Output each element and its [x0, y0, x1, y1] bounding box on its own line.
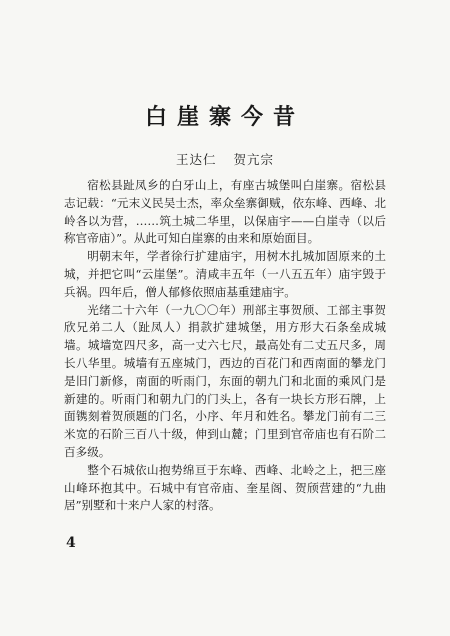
article-authors — [0, 150, 450, 168]
author-name: 王达仁 — [175, 152, 217, 167]
page-number: 4 — [66, 535, 76, 551]
article-title: 白崖寨今昔 — [144, 104, 305, 130]
author-name: 贺亢宗 — [233, 152, 274, 167]
article-paragraph: 宿松县趾凤乡的白牙山上，有座古城堡叫白崖寨。宿松县志记载：“元末义民吴士杰，率众垒寨御贼，依东峰、西峰、北岭各以为营，……筑土城二华里，以保庙宇——白崖寺（以后称官帝庙）”。从此可知白崖寨的由来和原始面目。 — [64, 178, 386, 246]
article-paragraph: 整个石城依山抱势绵亘于东峰、西峰、北岭之上，把三座山峰环抱其中。石城中有官帝庙、奎星阁、贺颀营建的“九曲居”别墅和十来户人家的村落。 — [64, 462, 386, 513]
article-paragraph: 光绪二十六年（一九〇〇年）刑部主事贺颀、工部主事贺欣兄弟二人（趾凤人）捐款扩建城堡，用方形大石条垒成城墙。城墙宽四尺多，高一丈六七尺，最高处有二丈五尺多，周长八华里。城墙有五座城门，西边的百花门和西南面的攀龙门是旧门新修，南面的听雨门，东面的朝九门和北面的乘风门是新建的。听雨门和朝九门的门头上，各有一块长方形石牌，上面镌刻着贺颀题的门名，小序、年月和姓名。攀龙门前有二三米宽的石阶三百八十级，伸到山麓；门里到官帝庙也有石阶二百多级。 — [64, 302, 386, 459]
article-paragraph: 明朝末年，学者徐行扩建庙宇，用树木扎城加固原来的土城，并把它叫“云崖堡”。清咸丰五年（一八五五年）庙宇毁于兵祸。四年后，僧人郁修依照庙基重建庙宇。 — [64, 249, 386, 299]
article-body — [64, 177, 386, 515]
